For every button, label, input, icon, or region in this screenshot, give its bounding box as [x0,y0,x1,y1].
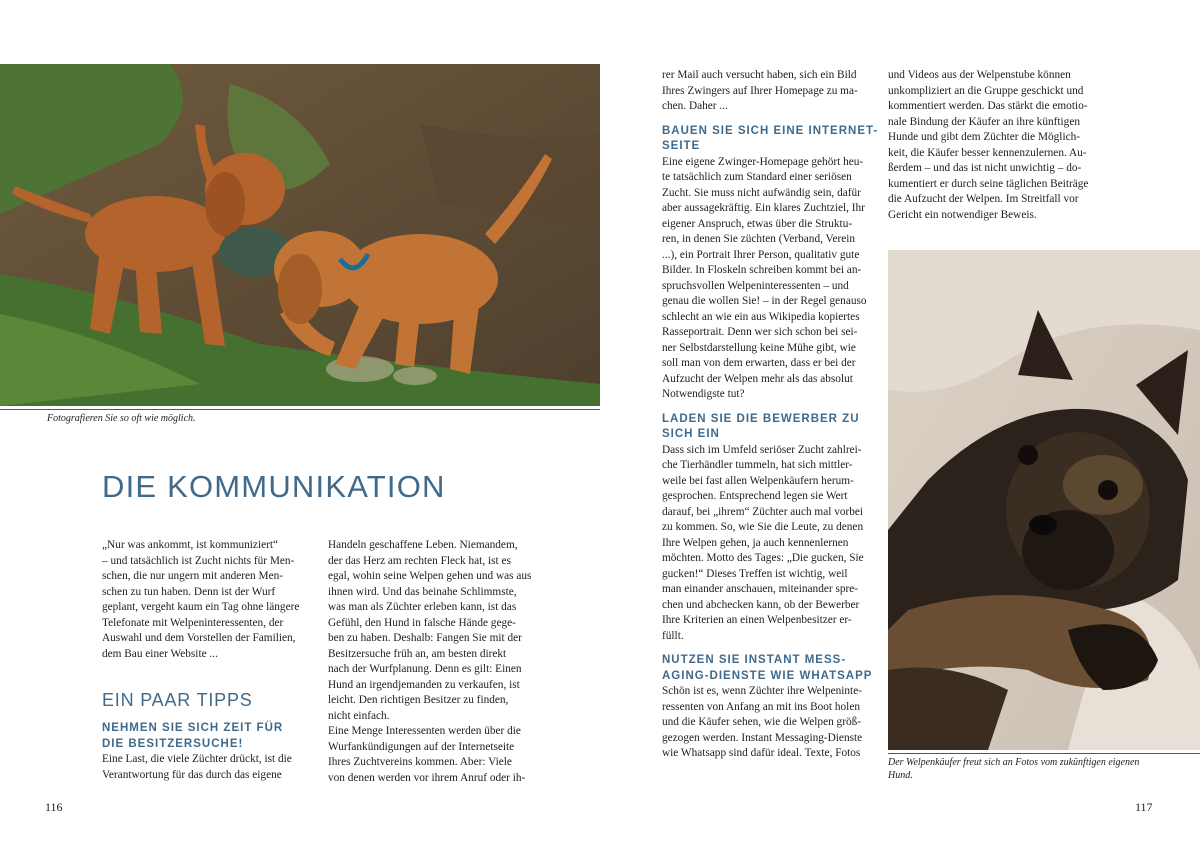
text-line: Zucht. Sie muss nicht aufwändig sein, dafür [662,186,861,199]
text-line: gucken!“ Dieses Treffen ist wichtig, weil [662,567,848,580]
text-line: Gefühl, den Hund in falsche Hände gege- [328,616,516,629]
text-line: schen, die nur ungern mit anderen Men- [102,570,284,582]
text-line: Handeln geschaffene Leben. Niemandem, [328,539,518,551]
text-line: Besitzersuche früh an, am besten direkt [328,647,507,660]
text-line: Eine eigene Zwinger-Homepage gehört heu- [662,155,864,168]
text-line: te tatsächlich zum Standard einer seriösen [662,171,852,183]
text-line: ihnen wird. Und das beinahe Schlimmste, [328,585,517,598]
text-line: man einander anschauen, miteinander spre- [662,583,859,595]
text-line: kommentiert werden. Das stärkt die emotio- [888,100,1088,112]
text-line: Hunde und gibt dem Züchter die Möglich- [888,131,1081,143]
text-line: gesprochen. Entsprechend legen sie Wert [662,490,848,502]
text-line: nale Bindung der Käufer an ihre künftigen [888,115,1080,128]
section-title: NUTZEN SIE INSTANT MESS- [662,654,847,666]
text-line: darauf, bei „ihrem“ Züchter auch mal vorbei [662,505,864,518]
text-line: schlecht an wie ein aus Wikipedia kopiertes [662,310,860,323]
text-line: ner Selbstdarstellung keine Mühe gibt, wie [662,341,856,354]
photo-caption-left: Fotografieren Sie so oft wie möglich. [47,413,196,424]
text-line: Eine Last, die viele Züchter drückt, ist die [102,753,292,765]
puppy-illustration [888,250,1200,750]
subheading-tips: EIN PAAR TIPPS [102,690,253,710]
text-line: keit, die Käufer besser kennenzulernen. Au- [888,146,1087,159]
text-line: eigener Anspruch, etwas über die Struktu- [662,217,853,230]
text-line: der das Herz am rechten Fleck hat, ist es [328,554,511,567]
text-line: Ihres Zuchtvereins kommen. Aber: Viele [328,756,512,768]
text-line: Hund an irgendjemanden zu verkaufen, ist [328,678,520,691]
text-line: gezogen werden. Instant Messaging-Dienste [662,731,863,744]
section-title: SICH EIN [662,428,720,440]
text-line: Rasseportrait. Denn wer sich schon bei sei- [662,326,858,338]
text-line: was man als Züchter erleben kann, ist das [328,601,517,613]
text-line: Gericht ein notwendiger Beweis. [888,208,1037,221]
text-line: nicht einfach. [328,709,390,722]
text-line: ressenten von Anfang an mit ins Boot holen [662,700,860,713]
section-title: SEITE [662,140,701,152]
page-number-right: 117 [1135,800,1153,814]
text-line: Ihre Welpen gehen, ja auch kennenlernen [662,536,849,549]
text-line: spruchsvollen Welpeninteressenten – und [662,279,849,292]
photo-rule-left [0,409,600,410]
text-line: ßerdem – und das ist nicht unwichtig – do- [888,162,1082,174]
text-line: Verantwortung für das durch das eigene [102,768,282,781]
section-title: NEHMEN SIE SICH ZEIT FÜR [102,722,284,734]
text-line: schen zu tun haben. Denn ist der Wurf [102,585,276,598]
text-line: Ihre Kriterien an einen Welpenbesitzer er- [662,614,852,626]
text-column-4 [888,68,1103,223]
text-line: ...), ein Portrait Ihrer Person, qualitativ gute [662,248,860,261]
text-column-3 [662,68,877,762]
photo-caption-right [888,756,1188,782]
text-line: wie Whatsapp sind dafür ideal. Texte, Fotos [662,747,861,759]
text-line: und Videos aus der Welpenstube können [888,69,1071,81]
text-line: Aufzucht der Welpen mehr als das absolut [662,372,853,385]
text-line: ren, in denen Sie züchten (Verband, Verein [662,233,856,245]
section-title: BAUEN SIE SICH EINE INTERNET- [662,124,879,137]
puppy-on-blanket-photo [888,250,1200,750]
text-line: Ihres Zwingers auf Ihrer Homepage zu ma- [662,84,858,97]
puppies-playing-photo [0,64,600,406]
page-number-left: 116 [45,800,63,814]
caption-line: Der Welpenkäufer freut sich an Fotos vom zukünftigen eigenen [888,757,1140,768]
text-line: weile bei fast allen Welpenkäufern herum- [662,474,854,487]
text-line: rer Mail auch versucht haben, sich ein Bild [662,69,857,81]
text-line: zu kommen. So, wie Sie die Leute, zu denen [662,521,864,533]
text-line: „Nur was ankommt, ist kommuniziert“ [102,539,279,551]
chapter-heading: DIE KOMMUNIKATION [102,469,446,504]
text-line: geplant, vergeht kaum ein Tag ohne längere [102,601,300,613]
text-line: chen. Daher ... [662,100,728,112]
text-line: nach der Wurfplanung. Denn es gilt: Einen [328,663,522,675]
section-title: DIE BESITZERSUCHE! [102,737,244,750]
text-line: kumentiert er durch seine täglichen Beiträge [888,177,1089,190]
text-line: die Aufzucht der Welpen. Im Streitfall vor [888,193,1079,205]
text-line: von denen werden vor ihrem Anruf oder ih- [328,771,526,784]
text-line: Auswahl und dem Vorstellen der Familien, [102,632,296,644]
photo-rule-right [888,753,1200,754]
text-line: aber aussagekräftig. Ein klares Zuchtziel, Ihr [662,202,865,214]
caption-line: Hund. [888,770,913,781]
text-line: chen und abchecken kann, ob der Bewerber [662,598,860,611]
text-line: egal, wohin seine Welpen gehen und was aus [328,570,532,582]
section-besitzersuche [102,721,317,783]
text-line: Bilder. In Floskeln schreiben kommt bei an- [662,264,862,276]
section-title: LADEN SIE DIE BEWERBER ZU [662,412,860,425]
puppies-illustration [0,64,600,406]
text-line: Wurfankündigungen auf der Internetseite [328,740,515,753]
text-line: und die Käufer sehen, wie die Welpen größ- [662,716,862,728]
text-line: Dass sich im Umfeld seriöser Zucht zahlrei- [662,443,862,456]
text-line: dem Bau einer Website ... [102,647,218,660]
section-title: AGING-DIENSTE WIE WHATSAPP [662,669,873,682]
text-line: möchten. Motto des Tages: „Die gucken, Sie [662,552,864,564]
text-line: che Tierhändler tummeln, hat sich mittler- [662,459,853,471]
text-column-1 [102,538,317,662]
text-line: soll man von dem erwarten, dass er bei der [662,357,856,369]
text-line: Eine Menge Interessenten werden über die [328,725,521,737]
text-line: Schön ist es, wenn Züchter ihre Welpeninte- [662,685,862,697]
text-line: füllt. [662,629,684,642]
text-line: genau die wollen Sie! – in der Regel genauso [662,295,867,307]
text-line: leicht. Den richtigen Besitzer zu finden, [328,694,509,706]
text-line: ben zu haben. Deshalb: Fangen Sie mit der [328,632,522,644]
text-line: Telefonate mit Welpeninteressenten, der [102,616,284,629]
text-column-2 [328,538,543,786]
text-line: – und tatsächlich ist Zucht nichts für Men- [102,554,295,567]
text-line: unkompliziert an die Gruppe geschickt und [888,84,1084,97]
text-line: Notwendigste tut? [662,388,745,400]
